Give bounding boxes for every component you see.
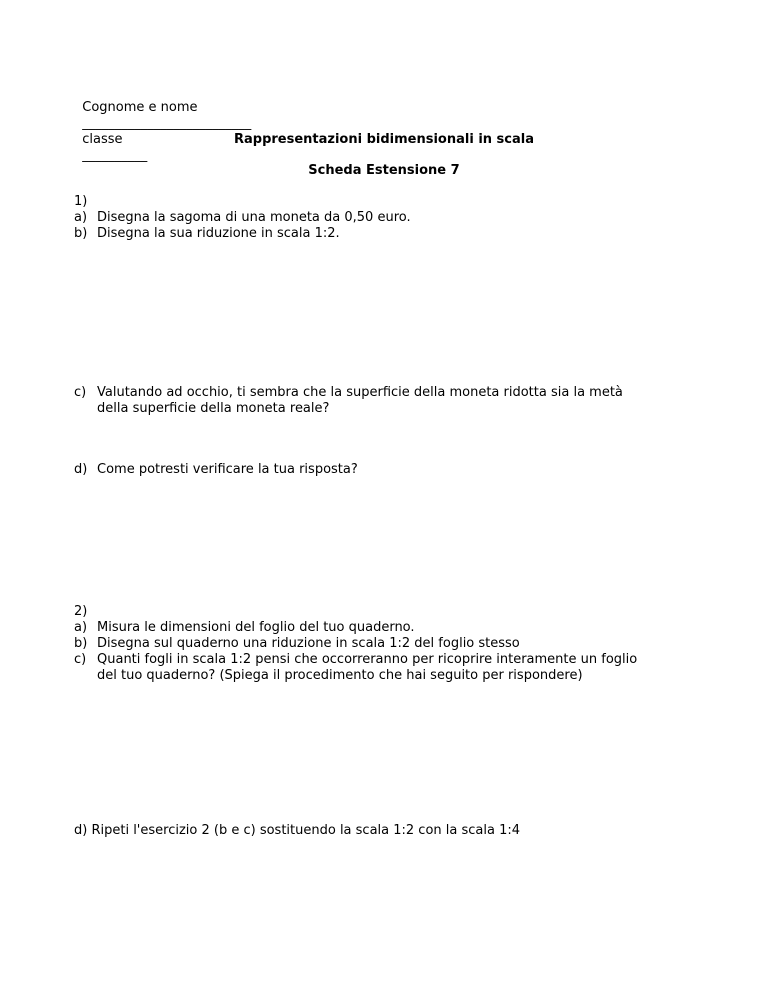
class-blank: __________	[82, 148, 148, 163]
exercise-2c-line1: Quanti fogli in scala 1:2 pensi che occorreranno per ricoprire interamente un foglio	[97, 652, 638, 667]
exercise-1-number: 1)	[74, 194, 88, 209]
exercise-1a-label: a)	[74, 210, 88, 225]
name-label: Cognome e nome	[82, 100, 198, 115]
exercise-1c-label: c)	[74, 385, 87, 400]
name-field-row	[74, 84, 251, 164]
class-label: classe	[82, 132, 123, 147]
exercise-2c-label: c)	[74, 652, 87, 667]
exercise-2a-label: a)	[74, 620, 88, 635]
exercise-2b-text: Disegna sul quaderno una riduzione in scala 1:2 del foglio stesso	[97, 636, 520, 651]
exercise-2b-label: b)	[74, 636, 88, 651]
worksheet-title: Rappresentazioni bidimensionali in scala	[233, 132, 535, 147]
exercise-1a-text: Disegna la sagoma di una moneta da 0,50 euro.	[97, 210, 411, 225]
exercise-2-number: 2)	[74, 604, 88, 619]
exercise-1c-line2: della superficie della moneta reale?	[97, 401, 330, 416]
worksheet-subtitle: Scheda Estensione 7	[308, 163, 460, 178]
exercise-1b-text: Disegna la sua riduzione in scala 1:2.	[97, 226, 340, 241]
exercise-2c-line2: del tuo quaderno? (Spiega il procedimento che hai seguito per rispondere)	[97, 668, 583, 683]
exercise-2d-text: d) Ripeti l'esercizio 2 (b e c) sostituendo la scala 1:2 con la scala 1:4	[74, 823, 521, 838]
exercise-1b-label: b)	[74, 226, 88, 241]
exercise-1d-text: Come potresti verificare la tua risposta?	[97, 462, 358, 477]
exercise-1d-label: d)	[74, 462, 88, 477]
name-blank: __________________________	[82, 116, 252, 131]
exercise-1c-line1: Valutando ad occhio, ti sembra che la superficie della moneta ridotta sia la metà	[97, 385, 623, 400]
exercise-2a-text: Misura le dimensioni del foglio del tuo quaderno.	[97, 620, 415, 635]
